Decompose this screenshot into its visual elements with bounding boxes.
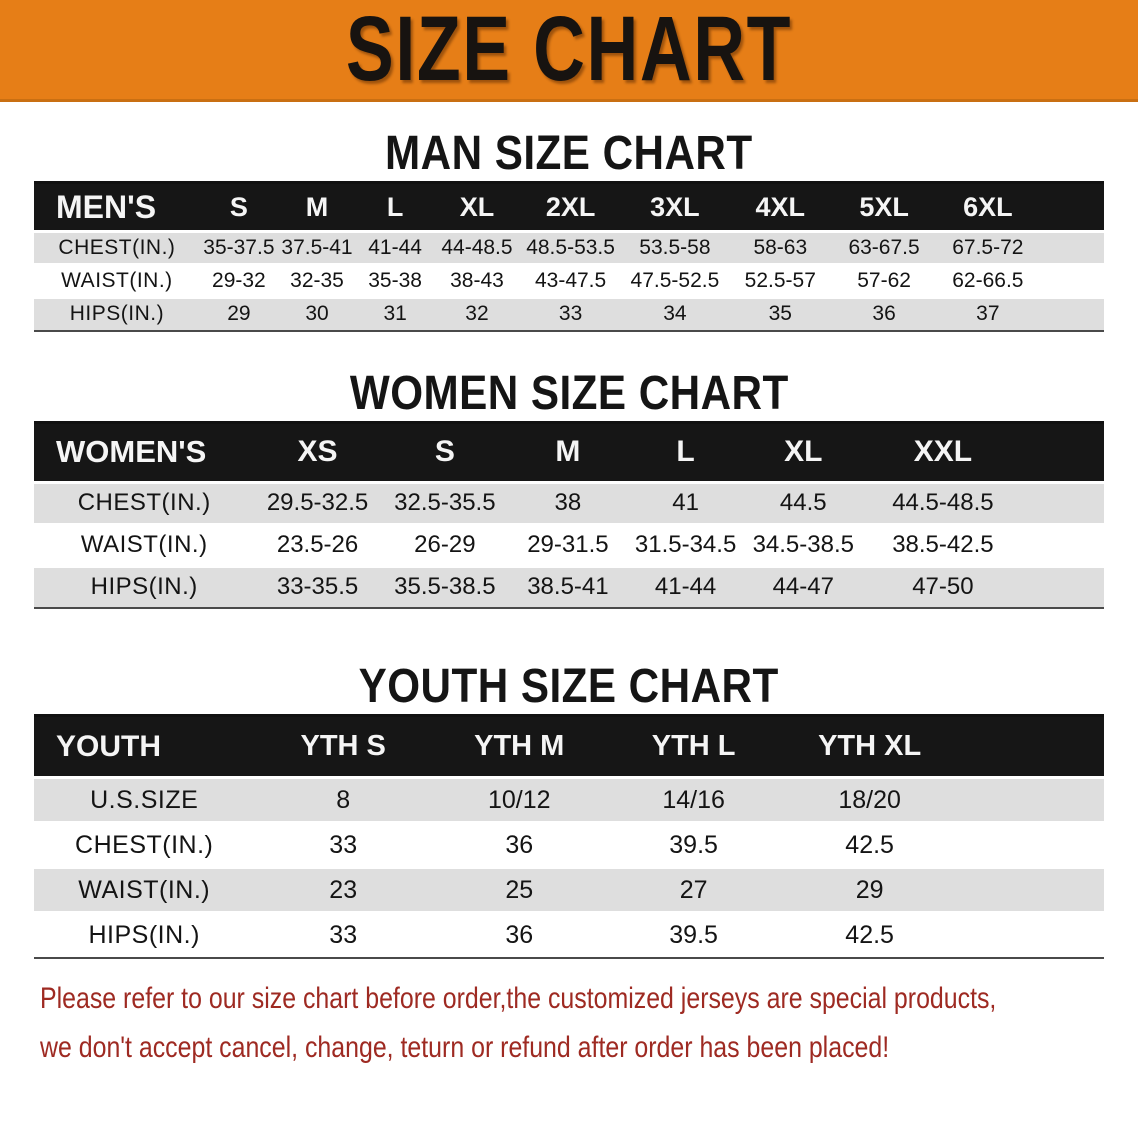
size-header-row (34, 716, 1104, 778)
women-section-heading (0, 366, 1138, 421)
measurement-value: 10/12 (432, 778, 606, 823)
measurement-value: 38-43 (434, 265, 520, 298)
size-column-header: 6XL (936, 183, 1040, 232)
size-column-header: S (381, 422, 509, 482)
measurement-row (34, 482, 1104, 524)
measurement-row (34, 232, 1104, 265)
measurement-value: 41-44 (356, 232, 434, 265)
measurement-value: 23 (254, 868, 432, 913)
measurement-value: 31.5-34.5 (627, 524, 745, 566)
size-chart-banner (0, 0, 1138, 102)
size-column-header: M (278, 183, 356, 232)
size-column-header: L (356, 183, 434, 232)
spacer-cell (1024, 566, 1104, 608)
man-section-heading-text: MAN SIZE CHART (385, 127, 753, 180)
measurement-row (34, 913, 1104, 958)
measurement-value: 30 (278, 298, 356, 331)
measurement-value: 32.5-35.5 (381, 482, 509, 524)
measurement-value: 37 (936, 298, 1040, 331)
measurement-value: 42.5 (781, 913, 959, 958)
spacer-cell (958, 823, 1104, 868)
measurement-label: HIPS(IN.) (34, 298, 200, 331)
measurement-value: 23.5-26 (254, 524, 380, 566)
measurement-value: 35 (728, 298, 832, 331)
disclaimer-line-2-text: we don't accept cancel, change, teturn or refund after order has been placed! (40, 1030, 890, 1064)
measurement-label: WAIST(IN.) (34, 868, 254, 913)
men-size-table (34, 181, 1104, 332)
measurement-value: 38.5-41 (509, 566, 627, 608)
measurement-value: 43-47.5 (520, 265, 622, 298)
youth-size-table (34, 714, 1104, 959)
measurement-value: 27 (606, 868, 780, 913)
measurement-value: 53.5-58 (621, 232, 728, 265)
measurement-label: U.S.SIZE (34, 778, 254, 823)
page-title: SIZE CHART (345, 0, 793, 100)
size-column-header: 5XL (832, 183, 936, 232)
youth-section-heading-text: YOUTH SIZE CHART (358, 660, 780, 713)
measurement-row (34, 566, 1104, 608)
size-column-header: XL (744, 422, 862, 482)
measurement-value: 35.5-38.5 (381, 566, 509, 608)
measurement-value: 38 (509, 482, 627, 524)
measurement-value: 29 (781, 868, 959, 913)
measurement-row (34, 265, 1104, 298)
measurement-value: 29-31.5 (509, 524, 627, 566)
size-column-header: L (627, 422, 745, 482)
disclaimer (0, 977, 1138, 1075)
size-column-header: YTH XL (781, 716, 959, 778)
size-column-header: YTH L (606, 716, 780, 778)
measurement-label: WAIST(IN.) (34, 524, 254, 566)
size-column-header: XXL (862, 422, 1024, 482)
measurement-value: 39.5 (606, 913, 780, 958)
measurement-row (34, 868, 1104, 913)
size-column-header: S (200, 183, 278, 232)
spacer-cell (1040, 232, 1104, 265)
measurement-value: 44-48.5 (434, 232, 520, 265)
measurement-label: CHEST(IN.) (34, 823, 254, 868)
measurement-value: 47-50 (862, 566, 1024, 608)
size-column-header: M (509, 422, 627, 482)
measurement-value: 33-35.5 (254, 566, 380, 608)
measurement-row (34, 298, 1104, 331)
measurement-value: 67.5-72 (936, 232, 1040, 265)
measurement-value: 29-32 (200, 265, 278, 298)
measurement-value: 38.5-42.5 (862, 524, 1024, 566)
measurement-value: 57-62 (832, 265, 936, 298)
table-corner-label: YOUTH (34, 716, 254, 778)
measurement-value: 47.5-52.5 (621, 265, 728, 298)
measurement-label: CHEST(IN.) (34, 232, 200, 265)
measurement-label: CHEST(IN.) (34, 482, 254, 524)
size-header-row (34, 422, 1104, 482)
measurement-value: 44.5 (744, 482, 862, 524)
spacer-cell (958, 913, 1104, 958)
measurement-value: 29.5-32.5 (254, 482, 380, 524)
spacer-cell (1024, 524, 1104, 566)
measurement-value: 29 (200, 298, 278, 331)
spacer-cell (1040, 298, 1104, 331)
measurement-label: HIPS(IN.) (34, 566, 254, 608)
measurement-value: 42.5 (781, 823, 959, 868)
measurement-value: 35-38 (356, 265, 434, 298)
table-corner-label: WOMEN'S (34, 422, 254, 482)
spacer-cell (1024, 482, 1104, 524)
measurement-label: HIPS(IN.) (34, 913, 254, 958)
size-column-header: 3XL (621, 183, 728, 232)
size-column-header: YTH M (432, 716, 606, 778)
spacer-cell (1024, 422, 1104, 482)
measurement-value: 44.5-48.5 (862, 482, 1024, 524)
measurement-value: 34 (621, 298, 728, 331)
measurement-value: 8 (254, 778, 432, 823)
table-corner-label: MEN'S (34, 183, 200, 232)
measurement-value: 33 (254, 913, 432, 958)
spacer-cell (958, 716, 1104, 778)
women-section-heading-text: WOMEN SIZE CHART (349, 366, 789, 420)
disclaimer-line-2 (40, 1026, 1138, 1075)
measurement-value: 63-67.5 (832, 232, 936, 265)
measurement-value: 25 (432, 868, 606, 913)
size-column-header: XS (254, 422, 380, 482)
size-column-header: YTH S (254, 716, 432, 778)
size-column-header: 4XL (728, 183, 832, 232)
measurement-value: 58-63 (728, 232, 832, 265)
measurement-value: 26-29 (381, 524, 509, 566)
measurement-value: 32 (434, 298, 520, 331)
spacer-cell (1040, 183, 1104, 232)
measurement-row (34, 823, 1104, 868)
size-header-row (34, 183, 1104, 232)
spacer-cell (958, 778, 1104, 823)
measurement-value: 41 (627, 482, 745, 524)
measurement-value: 36 (832, 298, 936, 331)
women-size-table (34, 421, 1104, 610)
measurement-value: 48.5-53.5 (520, 232, 622, 265)
measurement-value: 32-35 (278, 265, 356, 298)
measurement-value: 33 (254, 823, 432, 868)
spacer-cell (1040, 265, 1104, 298)
measurement-value: 35-37.5 (200, 232, 278, 265)
measurement-value: 44-47 (744, 566, 862, 608)
youth-section-heading (0, 659, 1138, 714)
measurement-label: WAIST(IN.) (34, 265, 200, 298)
measurement-value: 62-66.5 (936, 265, 1040, 298)
measurement-value: 33 (520, 298, 622, 331)
measurement-row (34, 524, 1104, 566)
size-column-header: 2XL (520, 183, 622, 232)
man-section-heading (0, 126, 1138, 181)
size-column-header: XL (434, 183, 520, 232)
measurement-value: 14/16 (606, 778, 780, 823)
disclaimer-line-1-text: Please refer to our size chart before order,the customized jerseys are special products, (40, 981, 997, 1015)
measurement-value: 34.5-38.5 (744, 524, 862, 566)
measurement-value: 37.5-41 (278, 232, 356, 265)
spacer-cell (958, 868, 1104, 913)
disclaimer-line-1 (40, 977, 1138, 1026)
measurement-value: 18/20 (781, 778, 959, 823)
measurement-value: 52.5-57 (728, 265, 832, 298)
measurement-row (34, 778, 1104, 823)
measurement-value: 36 (432, 913, 606, 958)
measurement-value: 36 (432, 823, 606, 868)
measurement-value: 39.5 (606, 823, 780, 868)
measurement-value: 41-44 (627, 566, 745, 608)
measurement-value: 31 (356, 298, 434, 331)
